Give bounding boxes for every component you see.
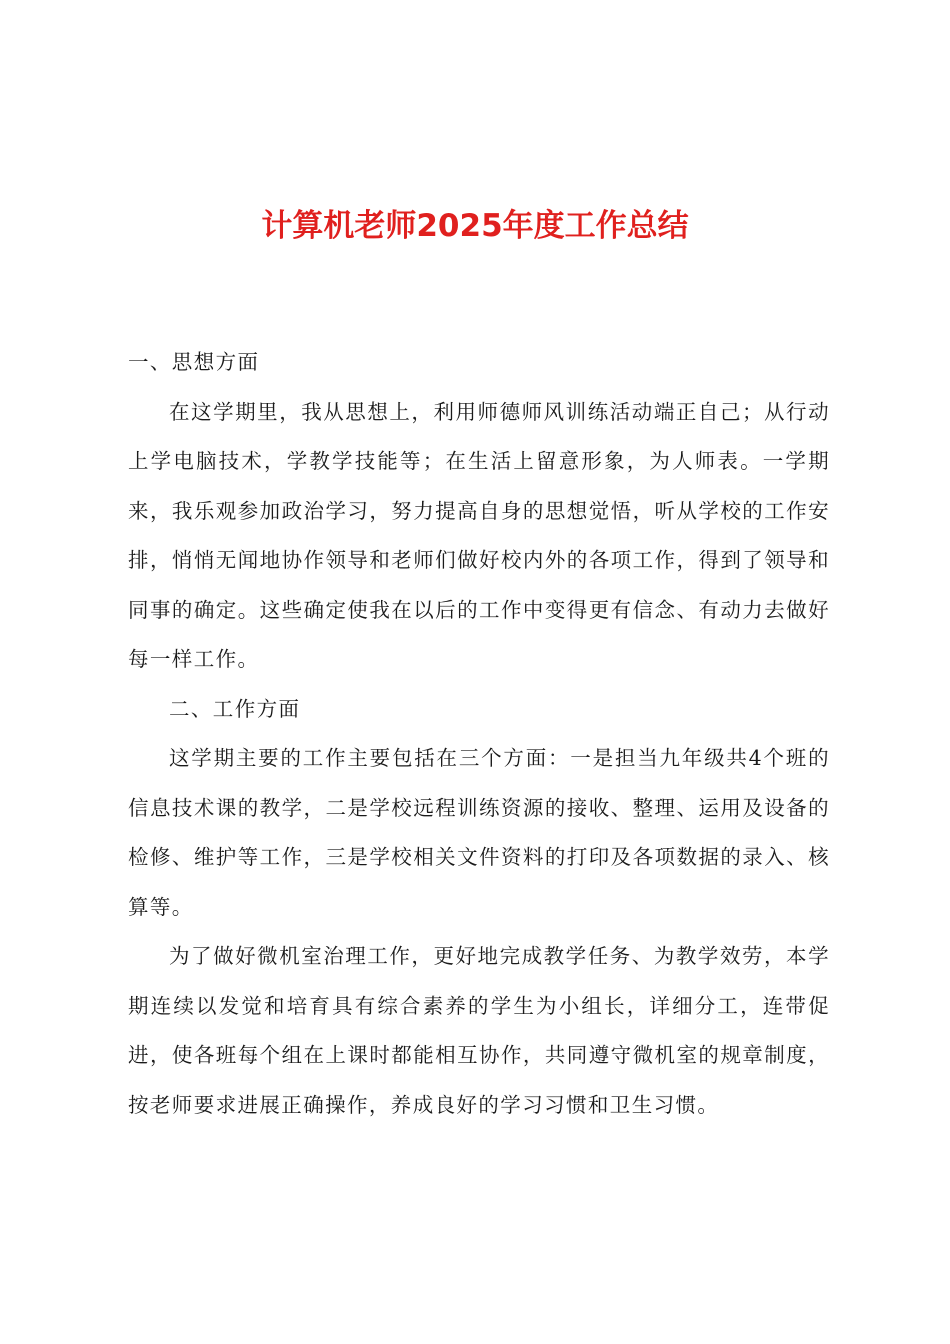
paragraph-lab-management: 为了做好微机室治理工作，更好地完成教学任务、为教学效劳，本学期连续以发觉和培育具有综合素养的学生为小组长，详细分工，连带促进，使各班每个组在上课时都能相互协作，共同遵守微机室的规章制度，按老师要求进展正确操作，养成良好的学习习惯和卫生习惯。 <box>128 944 830 1117</box>
section-heading-thought: 一、思想方面 <box>128 350 260 374</box>
section-heading-work: 二、工作方面 <box>169 696 301 721</box>
document-body <box>128 338 830 1130</box>
document-title: 计算机老师2025年度工作总结 <box>261 208 689 244</box>
paragraph-work-duties: 这学期主要的工作主要包括在三个方面：一是担当九年级共4个班的信息技术课的教学，二是学校远程训练资源的接收、整理、运用及设备的检修、维护等工作，三是学校相关文件资料的打印及各项数据的录入、核算等。 <box>128 746 830 919</box>
paragraph-thought: 在这学期里，我从思想上，利用师德师风训练活动端正自己；从行动上学电脑技术，学教学技能等；在生活上留意形象，为人师表。一学期来，我乐观参加政治学习，努力提高自身的思想觉悟，听从学校的工作安排，悄悄无闻地协作领导和老师们做好校内外的各项工作，得到了领导和同事的确定。这些确定使我在以后的工作中变得更有信念、有动力去做好每一样工作。 <box>128 399 830 671</box>
